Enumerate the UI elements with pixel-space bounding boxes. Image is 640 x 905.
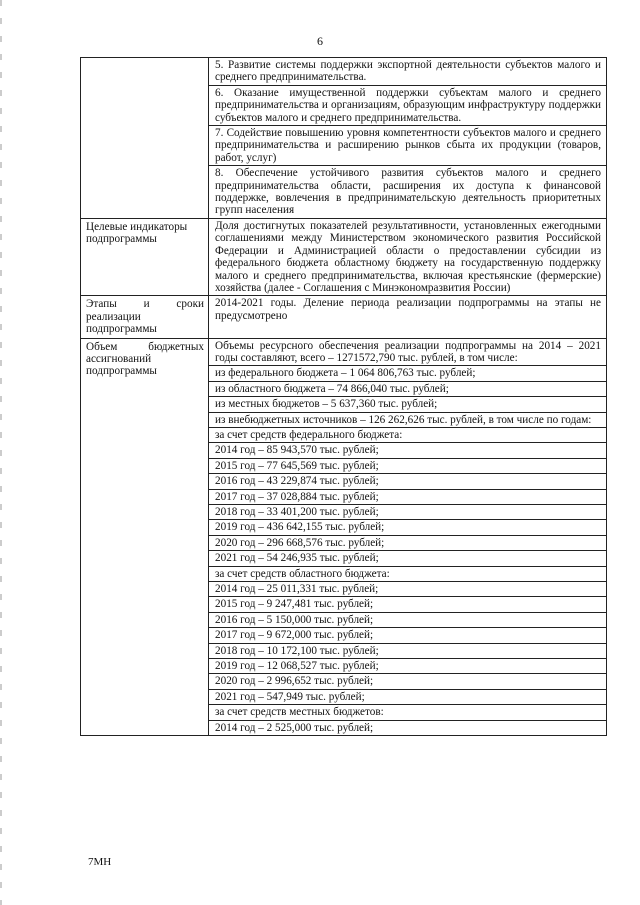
funding-line: из областного бюджета – 74 866,040 тыс. рублей; xyxy=(209,382,606,397)
funding-line: 2016 год – 43 229,874 тыс. рублей; xyxy=(209,474,606,489)
funding-line: 2017 год – 9 672,000 тыс. рублей; xyxy=(209,628,606,643)
row-label-cell xyxy=(81,218,209,295)
funding-line: 2020 год – 2 996,652 тыс. рублей; xyxy=(209,674,606,689)
funding-line: из местных бюджетов – 5 637,360 тыс. рублей; xyxy=(209,397,606,412)
funding-line: Объемы ресурсного обеспечения реализации подпрограммы на 2014 – 2021 годы составляют, всего – 1271572,790 тыс. рублей, в том числе: xyxy=(209,339,606,367)
funding-line: 2014 год – 25 011,331 тыс. рублей; xyxy=(209,582,606,597)
passport-table xyxy=(80,57,607,736)
task-item: 8. Обеспечение устойчивого развития субъектов малого и среднего предпринимательства области, расширения их доступа к финансовой поддержке, вовлечения в предпринимательскую деятельность приоритетных групп населения xyxy=(215,167,601,217)
row-content-cell xyxy=(209,296,607,338)
footer-code: 7МН xyxy=(88,856,112,868)
funding-line: 2014 год – 85 943,570 тыс. рублей; xyxy=(209,443,606,458)
row-label: Объем бюджетных ассигнований подпрограммы xyxy=(86,340,204,378)
funding-line: 2014 год – 2 525,000 тыс. рублей; xyxy=(215,721,374,734)
funding-line: 2021 год – 547,949 тыс. рублей; xyxy=(209,690,606,705)
row-label-cell xyxy=(81,338,209,736)
row-content-cell xyxy=(209,58,607,219)
funding-line: 2015 год – 9 247,481 тыс. рублей; xyxy=(209,597,606,612)
funding-line: 2018 год – 10 172,100 тыс. рублей; xyxy=(209,644,606,659)
table-row-stages xyxy=(81,296,607,338)
funding-line: 2021 год – 54 246,935 тыс. рублей; xyxy=(209,551,606,566)
funding-line: 2020 год – 296 668,576 тыс. рублей; xyxy=(209,536,606,551)
funding-line: из внебюджетных источников – 126 262,626 тыс. рублей, в том числе по годам: xyxy=(209,413,606,428)
row-label-cell xyxy=(81,296,209,338)
funding-line: 2019 год – 436 642,155 тыс. рублей; xyxy=(209,520,606,535)
row-label-cell xyxy=(81,58,209,219)
funding-line: за счет средств местных бюджетов: xyxy=(209,705,606,720)
funding-line: 2016 год – 5 150,000 тыс. рублей; xyxy=(209,613,606,628)
table-row-tasks xyxy=(81,58,607,219)
stages-text: 2014-2021 годы. Деление периода реализации подпрограммы на этапы не предусмотрено xyxy=(215,297,601,322)
task-item: 6. Оказание имущественной поддержки субъектам малого и среднего предпринимательства и организациям, образующим инфраструктуру поддержки субъектов малого и среднего предпринимательства. xyxy=(209,86,606,126)
row-content-cell xyxy=(209,218,607,295)
row-label xyxy=(81,58,208,62)
table-row-funding xyxy=(81,338,607,736)
funding-line: из федерального бюджета – 1 064 806,763 тыс. рублей; xyxy=(209,366,606,381)
row-label: Целевые индикаторы подпрограммы xyxy=(86,220,188,246)
funding-line: за счет средств федерального бюджета: xyxy=(209,428,606,443)
page-number: 6 xyxy=(317,34,323,48)
funding-line: 2015 год – 77 645,569 тыс. рублей; xyxy=(209,459,606,474)
funding-line: 2018 год – 33 401,200 тыс. рублей; xyxy=(209,505,606,520)
row-label: Этапы и сроки реализации подпрограммы xyxy=(86,298,204,336)
table-row-indicators xyxy=(81,218,607,295)
funding-line: за счет средств областного бюджета: xyxy=(209,567,606,582)
indicator-text: Доля достигнутых показателей результативности, установленных ежегодными соглашениями между Министерством экономического развития Российской Федерации и Администрацией области о предоставлении субсидии из федерального бюджета областному бюджету на государственную поддержку малого и среднего предпринимательства, включая крестьянские (фермерские) хозяйства (далее - Соглашения с Минэкономразвития России) xyxy=(215,219,601,294)
funding-line: 2017 год – 37 028,884 тыс. рублей; xyxy=(209,490,606,505)
task-item: 5. Развитие системы поддержки экспортной деятельности субъектов малого и среднего предпринимательства. xyxy=(209,58,606,86)
row-content-cell xyxy=(209,338,607,736)
scan-edge-marks xyxy=(0,0,2,905)
funding-line: 2019 год – 12 068,527 тыс. рублей; xyxy=(209,659,606,674)
task-item: 7. Содействие повышению уровня компетентности субъектов малого и среднего предпринимательства и расширению рынков сбыта их продукции (товаров, работ, услуг) xyxy=(209,126,606,166)
